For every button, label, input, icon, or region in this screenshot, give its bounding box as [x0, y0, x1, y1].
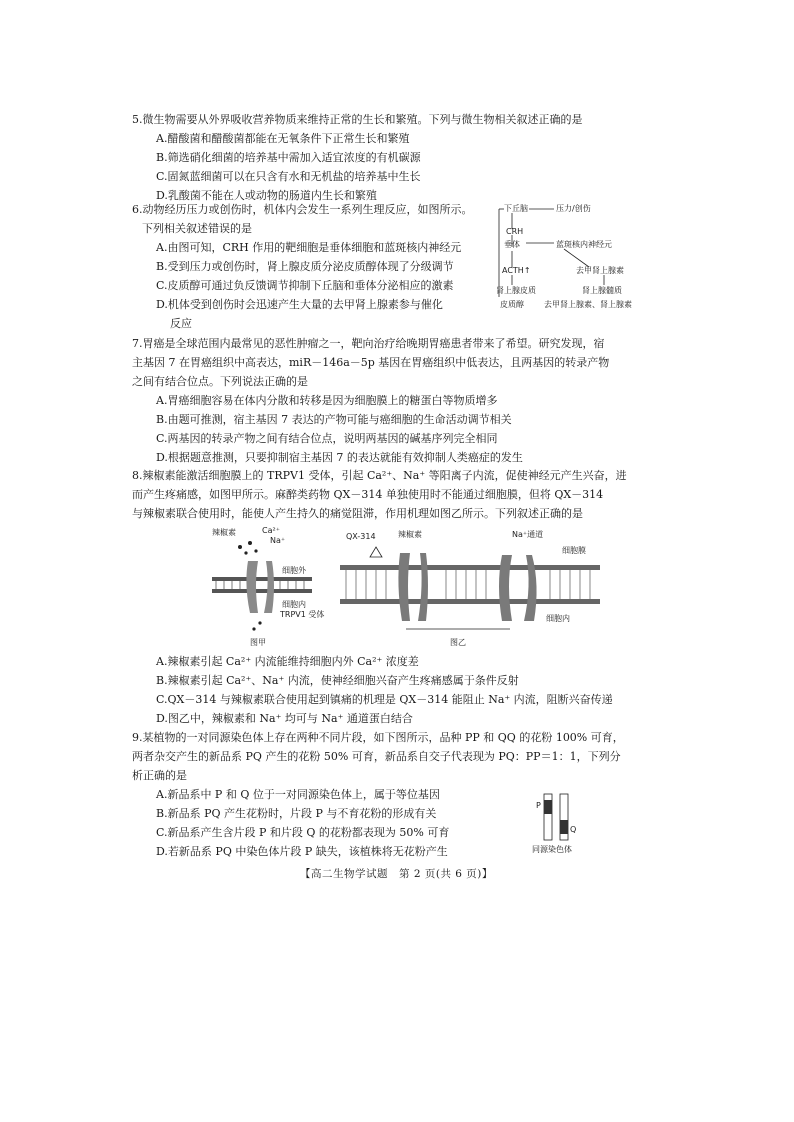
question-6-option-d-cont: 反应	[170, 317, 192, 330]
chrom-p-label: P	[536, 801, 541, 810]
stress-response-diagram	[494, 201, 644, 311]
question-8-stem-cont2: 与辣椒素联合使用时，能使人产生持久的痛觉阻滞，作用机理如图乙所示。下列叙述正确的是	[132, 507, 583, 520]
question-5-option-a: A.醋酸菌和醋酸菌都能在无氧条件下正常生长和繁殖	[156, 132, 410, 145]
fig-a-capsaicin: 辣椒素	[212, 528, 236, 537]
question-9-option-a: A.新品系中 P 和 Q 位于一对同源染色体上，属于等位基因	[156, 788, 440, 801]
question-5	[132, 110, 672, 205]
question-9-stem-cont1: 两者杂交产生的新品系 PQ 产生的花粉 50% 可育，新品系自交子代表现为 PQ：PP＝1：1，下列分	[132, 750, 621, 763]
node-adrenal-medulla: 肾上腺髓质	[582, 286, 622, 295]
node-catecholamines: 去甲肾上腺素、肾上腺素	[544, 300, 632, 309]
question-5-stem: 5.微生物需要从外界吸收营养物质来维持正常的生长和繁殖。下列与微生物相关叙述正确的是	[132, 113, 583, 126]
fig-a-outside: 细胞外	[282, 566, 306, 575]
fig-a-inside: 细胞内	[282, 600, 306, 609]
question-9-stem-cont2: 析正确的是	[132, 769, 187, 782]
fig-a-caption: 图甲	[250, 638, 266, 647]
question-8-stem: 8.辣椒素能激活细胞膜上的 TRPV1 受体，引起 Ca²⁺、Na⁺ 等阳离子内流，促使神经元产生兴奋，进	[132, 469, 627, 482]
fig-a-ca: Ca²⁺	[262, 526, 280, 535]
question-6	[132, 200, 492, 333]
fig-a-na: Na⁺	[270, 536, 286, 545]
fig-a-trpv1: TRPV1 受体	[280, 610, 325, 619]
question-5-option-b: B.筛选硝化细菌的培养基中需加入适宜浓度的有机碳源	[156, 151, 421, 164]
question-8-option-d: D.图乙中，辣椒素和 Na⁺ 均可与 Na⁺ 通道蛋白结合	[156, 712, 413, 725]
question-7-option-d: D.根据题意推测，只要抑制宿主基因 7 的表达就能有效抑制人类癌症的发生	[156, 451, 523, 464]
fig-b-na-channel: Na⁺通道	[512, 530, 544, 539]
question-9	[132, 728, 672, 861]
question-7-option-a: A.胃癌细胞容易在体内分散和转移是因为细胞膜上的糖蛋白等物质增多	[156, 394, 498, 407]
question-6-option-c: C.皮质醇可通过负反馈调节抑制下丘脑和垂体分泌相应的激素	[156, 279, 454, 292]
chrom-caption: 同源染色体	[532, 845, 572, 854]
question-8-option-b: B.辣椒素引起 Ca²⁺、Na⁺ 内流，使神经细胞兴奋产生疼痛感属于条件反射	[156, 674, 519, 687]
question-7-stem-cont1: 主基因 7 在胃癌组织中高表达，miR－146a－5p 基因在胃癌组织中低表达，且两基因的转录产物	[132, 356, 610, 369]
trpv1-figure	[210, 525, 610, 650]
node-adrenal-cortex: 肾上腺皮质	[496, 286, 536, 295]
page-footer: 【高二生物学试题 第 2 页(共 6 页)】	[300, 868, 493, 880]
node-locus-coeruleus: 蓝斑核内神经元	[556, 240, 612, 249]
question-8-option-c: C.QX－314 与辣椒素联合使用起到镇痛的机理是 QX－314 能阻止 Na⁺ 内流，阻断兴奋传递	[156, 693, 613, 706]
homologous-chromosome-figure	[530, 790, 590, 856]
question-5-option-c: C.固氮蓝细菌可以在只含有水和无机盐的培养基中生长	[156, 170, 421, 183]
question-6-option-d: D.机体受到创伤时会迅速产生大量的去甲肾上腺素参与催化	[156, 298, 443, 311]
question-8-stem-cont1: 而产生疼痛感，如图甲所示。麻醉类药物 QX－314 单独使用时不能通过细胞膜，但将 QX－314	[132, 488, 604, 501]
fig-b-capsaicin: 辣椒素	[398, 530, 422, 539]
fig-b-qx314: QX-314	[346, 532, 376, 541]
question-8-options	[132, 652, 672, 728]
question-7-option-c: C.两基因的转录产物之间有结合位点，说明两基因的碱基序列完全相同	[156, 432, 498, 445]
question-6-option-a: A.由图可知，CRH 作用的靶细胞是垂体细胞和蓝斑核内神经元	[156, 241, 462, 254]
question-8	[132, 466, 672, 523]
question-7	[132, 334, 672, 467]
node-acth: ACTH↑	[502, 266, 531, 275]
question-6-option-b: B.受到压力或创伤时，肾上腺皮质分泌皮质醇体现了分级调节	[156, 260, 454, 273]
node-hypothalamus: 下丘脑	[504, 204, 528, 213]
question-9-option-d: D.若新品系 PQ 中染色体片段 P 缺失，该植株将无花粉产生	[156, 845, 448, 858]
question-9-option-c: C.新品系产生含片段 P 和片段 Q 的花粉都表现为 50% 可育	[156, 826, 450, 839]
fig-b-caption: 图乙	[450, 638, 466, 647]
question-6-stem: 6.动物经历压力或创伤时，机体内会发生一系列生理反应，如图所示。	[132, 203, 473, 216]
node-pituitary: 垂体	[504, 240, 520, 249]
question-7-stem: 7.胃癌是全球范围内最常见的恶性肿瘤之一，靶向治疗给晚期胃癌患者带来了希望。研究发现，宿	[132, 337, 605, 350]
node-noradrenaline: 去甲肾上腺素	[576, 266, 624, 275]
chrom-q-label: Q	[570, 825, 577, 834]
node-cortisol: 皮质醇	[500, 300, 524, 309]
fig-b-membrane-label: 细胞膜	[562, 546, 586, 555]
question-9-stem: 9.某植物的一对同源染色体上存在两种不同片段，如下图所示，品种 PP 和 QQ 的花粉 100% 可育，	[132, 731, 624, 744]
question-9-option-b: B.新品系 PQ 产生花粉时，片段 P 与不育花粉的形成有关	[156, 807, 437, 820]
question-8-option-a: A.辣椒素引起 Ca²⁺ 内流能维持细胞内外 Ca²⁺ 浓度差	[156, 655, 419, 668]
node-stress: 压力/创伤	[556, 204, 591, 213]
question-6-stem-cont: 下列相关叙述错误的是	[142, 222, 252, 235]
fig-b-inside: 细胞内	[546, 614, 570, 623]
node-crh: CRH	[506, 227, 524, 236]
question-7-stem-cont2: 之间有结合位点。下列说法正确的是	[132, 375, 308, 388]
question-7-option-b: B.由题可推测，宿主基因 7 表达的产物可能与癌细胞的生命活动调节相关	[156, 413, 512, 426]
question-5-option-d: D.乳酸菌不能在人或动物的肠道内生长和繁殖	[156, 189, 377, 202]
